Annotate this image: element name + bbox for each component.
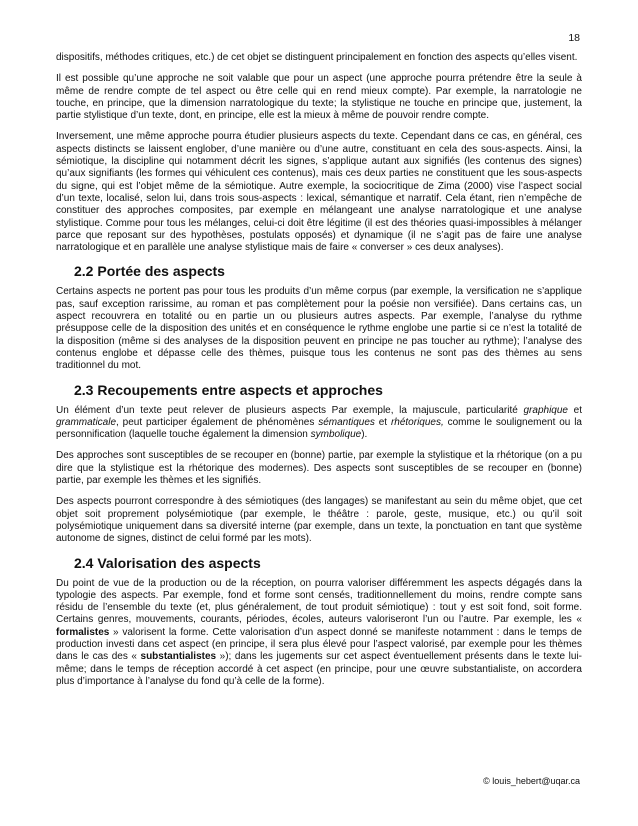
- emphasis-grammaticale: grammaticale: [56, 416, 117, 428]
- paragraph-2: Il est possible qu’une approche ne soit valable que pour un aspect (une approche pourra prétendre être la seule à même de rendre compte de tel aspect ou être celle qui en rend mieux compte). Par exemple, la narratologie ne touche, en principe, que la dimension narratologique du texte; la stylistique ne touche en principe que, justement, la partie stylistique d’un texte, dont, en principe, elle est la mieux à même de pouvoir rendre compte.: [56, 73, 582, 122]
- emphasis-rhetoriques: rhétoriques,: [390, 416, 444, 428]
- text-run: Un élément d’un texte peut relever de plusieurs aspects Par exemple, la majuscule, particularité: [56, 404, 524, 416]
- paragraph-1: dispositifs, méthodes critiques, etc.) de cet objet se distinguent principalement en fonction des aspects qu’elles visent.: [56, 52, 578, 63]
- text-run: comme le soulignement ou la personnification (laquelle touche également la dimension: [56, 416, 582, 441]
- text-run: , peut participer également de phénomènes: [116, 416, 319, 428]
- paragraph-8: [56, 578, 582, 689]
- page-number: 18: [568, 32, 580, 44]
- emphasis-semantiques: sémantiques: [318, 416, 375, 428]
- emphasis-symbolique: symbolique: [310, 429, 362, 441]
- section-heading-2-3: 2.3 Recoupements entre aspects et approches: [74, 381, 383, 398]
- text-run: Du point de vue de la production ou de la réception, on pourra valoriser différemment les aspects dégagés dans la typologie des aspects. Par exemple, fond et forme sont censés, traditionnellement du moins, rendre compte sans résidu de l’ensemble du texte (et, plus généralement, de tout produit sémiotique) : tout y est soit fond, soit forme. Certains genres, mouvements, courants, périodes, écoles, auteurs valoriseront l’un ou l’autre. Par exemple, les «: [56, 577, 582, 626]
- paragraph-3: Inversement, une même approche pourra étudier plusieurs aspects du texte. Cependant dans ce cas, en général, ces aspects distincts se laissent englober, d’une manière ou d’une autre, constituant en cela des sous-aspects. Ainsi, la sémiotique, la discipline qui notamment décrit les signes, s’applique autant aux signifiés (les contenus des signes) qu’aux signifiants (les formes qui véhiculent ces contenus), mais ces deux parties ne constituent que les sous-aspects du signe, qui est l’objet même de la sémiotique. Autre exemple, la sociocritique de Zima (2000) vise l’aspect social d’un texte, localisé, selon lui, dans trois sous-aspects : lexical, sémantique et narratif. Cela étant, rien n’empêche de constituer des approches composites, par exemple en mélangeant une analyse narratologique et une analyse stylistique. Comme pour tous les mélanges, celui-ci doit être légitime (il est des théories quasi-impossibles à mélanger parce que reposant sur des hypothèses, postulats opposés) et dynamique (il ne s’agit pas de faire une analyse narratologique et en parallèle une analyse stylistique mais de faire « converser » ces deux analyses).: [56, 131, 582, 254]
- footer-email: © louis_hebert@uqar.ca: [483, 776, 580, 786]
- section-heading-2-2: 2.2 Portée des aspects: [74, 263, 225, 280]
- paragraph-5: [56, 405, 582, 442]
- paragraph-7: Des aspects pourront correspondre à des sémiotiques (des langages) se manifestant au sein du même objet, que cet objet soit proprement polysémiotique (par exemple, le théâtre : parole, geste, musique, etc.) ou qu’il soit polysémiotique uniquement dans sa diversité interne (par exemple, dans un texte, la ponctuation en tant que système autonome de signes, distinct de celui formé par les mots).: [56, 496, 582, 545]
- emphasis-graphique: graphique: [523, 404, 568, 416]
- text-run: ).: [361, 429, 368, 441]
- text-run: »); dans les jugements sur cet aspect éventuellement présents dans le texte lui-même; dans le temps de réception accordé à cet aspect (en principe, pour une œuvre substantialiste, on accordera plus d’importance à l’analyse du fond qu’à celle de la forme).: [56, 651, 583, 687]
- section-heading-2-4: 2.4 Valorisation des aspects: [74, 554, 261, 571]
- text-run: et: [567, 404, 583, 416]
- paragraph-6: Des approches sont susceptibles de se recouper en (bonne) partie, par exemple la stylistique et la rhétorique (on a pu dire que la stylistique est la rhétorique des modernes). Des aspects sont susceptibles de se recouper en (bonne) partie, par exemple les thèmes et les signifiés.: [56, 450, 582, 487]
- bold-formalistes: formalistes: [56, 626, 110, 638]
- document-body: [56, 52, 582, 697]
- bold-substantialistes: substantialistes: [140, 651, 217, 663]
- text-run: et: [374, 416, 391, 428]
- paragraph-4: Certains aspects ne portent pas pour tous les produits d’un même corpus (par exemple, la versification ne s’applique pas, sauf exception rarissime, au roman et pas complètement pour la poésie non versifiée). Dans certains cas, un aspect recouvrera en totalité ou en partie un ou plusieurs autres aspects. Par exemple, l’analyse du rythme présuppose celle de la disposition des unités et en conséquence le rythme englobe une partie si ce n’est la totalité de la disposition (même si des analyses de la disposition peuvent en principe ne pas toucher au rythme); l’analyse des contenus englobe et dépasse celle des thèmes, puisque tous les contenus ne sont pas des thèmes au sens traditionnel du mot.: [56, 286, 582, 372]
- text-run: » valorisent la forme. Cette valorisation d’un aspect donné se manifeste notamment : dans le temps de production investi dans cet aspect (en principe, il sera plus élevé pour l’aspect valorisé, par exemple pour les thèmes dans le cas des «: [56, 626, 582, 663]
